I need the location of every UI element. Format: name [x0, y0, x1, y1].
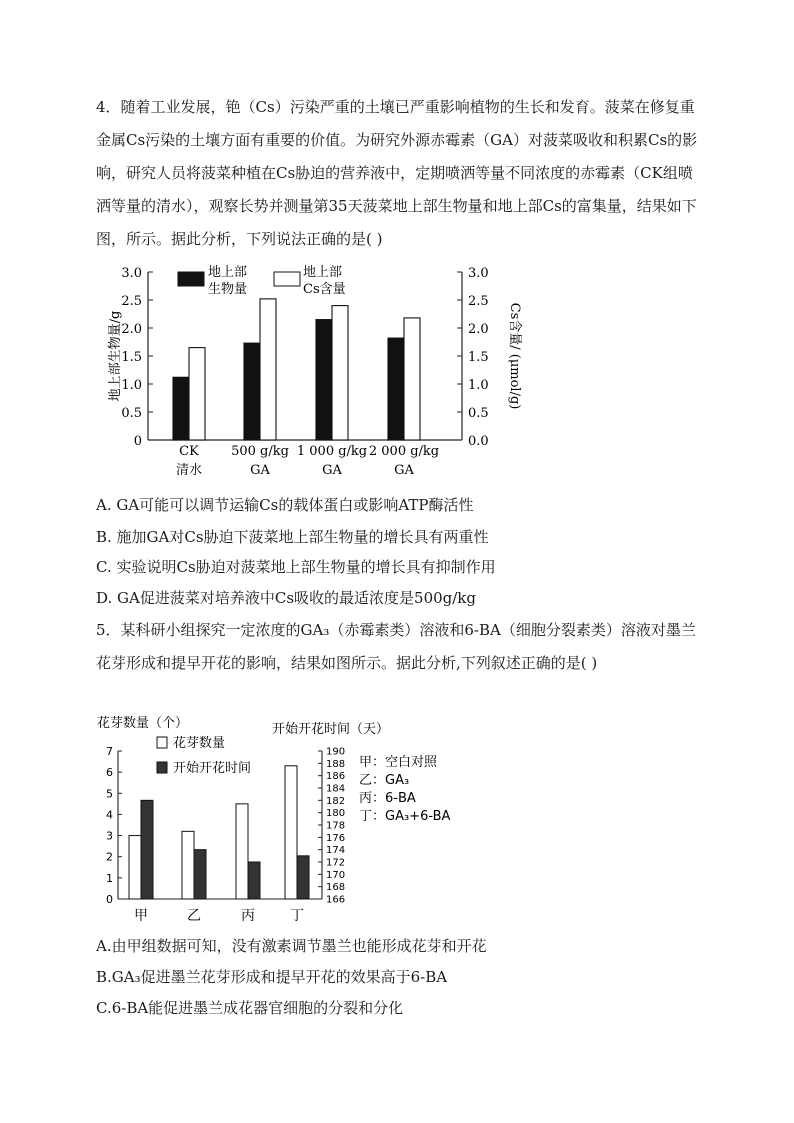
right-tick-label: 3.0: [468, 266, 489, 281]
left-tick-label: 2.0: [121, 322, 142, 337]
q4-option-d[interactable]: D. GA促进菠菜对培养液中Cs吸收的最适浓度是500g/kg: [96, 589, 476, 607]
legend-swatch-flowering: [157, 762, 167, 773]
x-tick-label: 丁: [290, 908, 304, 924]
left-tick-label: 5: [106, 787, 113, 801]
right-tick-label: 178: [326, 820, 346, 832]
left-tick-label: 2.5: [121, 294, 142, 309]
group-annotation: 丙：6-BA: [359, 791, 416, 806]
left-tick-label: 6: [106, 766, 113, 780]
right-tick-label: 188: [326, 758, 346, 770]
x-tick-label: GA: [394, 463, 414, 478]
right-tick-label: 0.0: [468, 434, 489, 449]
right-tick-label: 168: [326, 882, 346, 894]
right-tick-label: 0.5: [468, 406, 489, 421]
right-tick-label: 2.0: [468, 322, 489, 337]
left-tick-label: 3.0: [121, 266, 142, 281]
x-tick-label: 1 000 g/kg: [296, 444, 368, 459]
right-tick-label: 2.5: [468, 294, 489, 309]
right-tick-label: 172: [326, 857, 346, 869]
right-tick-label: 176: [326, 832, 346, 844]
left-tick-label: 0.5: [121, 406, 142, 421]
question-5-stem: 5．某科研小组探究一定浓度的GA₃（赤霉素类）溶液和6-BA（细胞分裂素类）溶液对墨兰花芽形成和提早开花的影响，结果如图所示。据此分析,下列叙述正确的是( ): [96, 621, 696, 672]
x-tick-label: 丙: [241, 908, 255, 924]
right-tick-label: 174: [326, 845, 346, 857]
legend-label-biomass: 生物量: [208, 282, 248, 297]
right-tick-label: 170: [326, 869, 346, 881]
bar-flowering-time: [297, 856, 309, 899]
question-4-stem: 4．随着工业发展，铯（Cs）污染严重的土壤已严重影响植物的生长和发育。菠菜在修复重金属Cs污染的土壤方面有重要的价值。为研究外源赤霉素（GA）对菠菜吸收和积累Cs的影响，研究人员将菠菜种植在Cs胁迫的营养液中，定期喷洒等量不同浓度的赤霉素（CK组喷洒等量的清水），观察长势并测量第35天菠菜地上部生物量和地上部Cs的富集量，结果如下图，所示。据此分析，下列说法正确的是( ): [96, 98, 698, 248]
x-tick-label: 清水: [175, 463, 203, 478]
left-tick-label: 0: [106, 893, 113, 906]
x-tick-label: 甲: [134, 908, 148, 924]
bar-bud-count: [182, 831, 194, 899]
legend-label-flowering: 开始开花时间: [173, 761, 252, 776]
legend-label-cs: 地上部: [303, 265, 343, 280]
y2-axis-label: Cs含量/ (μmol/g): [507, 302, 522, 410]
x-tick-label: 500 g/kg: [231, 444, 289, 459]
legend-label-cs: Cs含量: [303, 282, 346, 297]
group-annotation: 甲：空白对照: [359, 755, 438, 770]
q4-option-b[interactable]: B. 施加GA对Cs胁迫下菠菜地上部生物量的增长具有两重性: [96, 528, 489, 546]
group-annotation: 乙：GA₃: [359, 773, 410, 788]
right-tick-label: 1.5: [468, 350, 489, 365]
legend-label-bud: 花芽数量: [173, 736, 226, 751]
group-annotation: 丁：GA₃+6-BA: [359, 809, 451, 824]
bar-bud-count: [236, 804, 248, 899]
right-tick-label: 182: [326, 795, 346, 807]
x-tick-label: GA: [322, 463, 342, 478]
legend-label-biomass: 地上部: [208, 265, 248, 280]
bar-flowering-time: [248, 862, 260, 899]
q4-option-c[interactable]: C. 实验说明Cs胁迫对菠菜地上部生物量的增长具有抑制作用: [96, 558, 496, 576]
q5-option-b[interactable]: B.GA₃促进墨兰花芽形成和提早开花的效果高于6-BA: [96, 968, 448, 986]
right-tick-label: 1.0: [468, 378, 489, 393]
left-tick-label: 1.5: [121, 350, 142, 365]
x-tick-label: 2 000 g/kg: [368, 444, 440, 459]
right-tick-label: 166: [326, 894, 346, 906]
y-axis-label: 地上部生物量/g: [108, 310, 123, 402]
x-tick-label: GA: [250, 463, 270, 478]
left-tick-label: 1: [106, 871, 113, 885]
bar-flowering-time: [194, 850, 206, 899]
q4-option-a[interactable]: A. GA可能可以调节运输Cs的载体蛋白或影响ATP酶活性: [96, 496, 474, 514]
right-tick-label: 190: [326, 746, 346, 758]
bar-flowering-time: [141, 800, 153, 899]
left-tick-label: 3: [106, 829, 113, 843]
left-tick-label: 4: [106, 808, 113, 822]
q5-option-a[interactable]: A.由甲组数据可知，没有激素调节墨兰也能形成花芽和开花: [96, 937, 487, 955]
bar-bud-count: [129, 836, 141, 899]
right-tick-label: 184: [326, 783, 346, 795]
y-axis-label: 花芽数量（个）: [97, 716, 189, 731]
x-tick-label: 乙: [187, 908, 201, 924]
y2-axis-label: 开始开花时间（天）: [272, 722, 390, 737]
right-tick-label: 186: [326, 771, 346, 783]
bar-bud-count: [285, 766, 297, 899]
legend-swatch-bud: [157, 737, 167, 748]
right-tick-label: 180: [326, 808, 346, 820]
q5-option-c[interactable]: C.6-BA能促进墨兰成花器官细胞的分裂和分化: [96, 999, 404, 1017]
left-tick-label: 2: [106, 850, 113, 864]
left-tick-label: 1.0: [121, 378, 142, 393]
left-tick-label: 7: [106, 745, 113, 758]
x-tick-label: CK: [179, 444, 199, 459]
left-tick-label: 0: [133, 434, 142, 449]
